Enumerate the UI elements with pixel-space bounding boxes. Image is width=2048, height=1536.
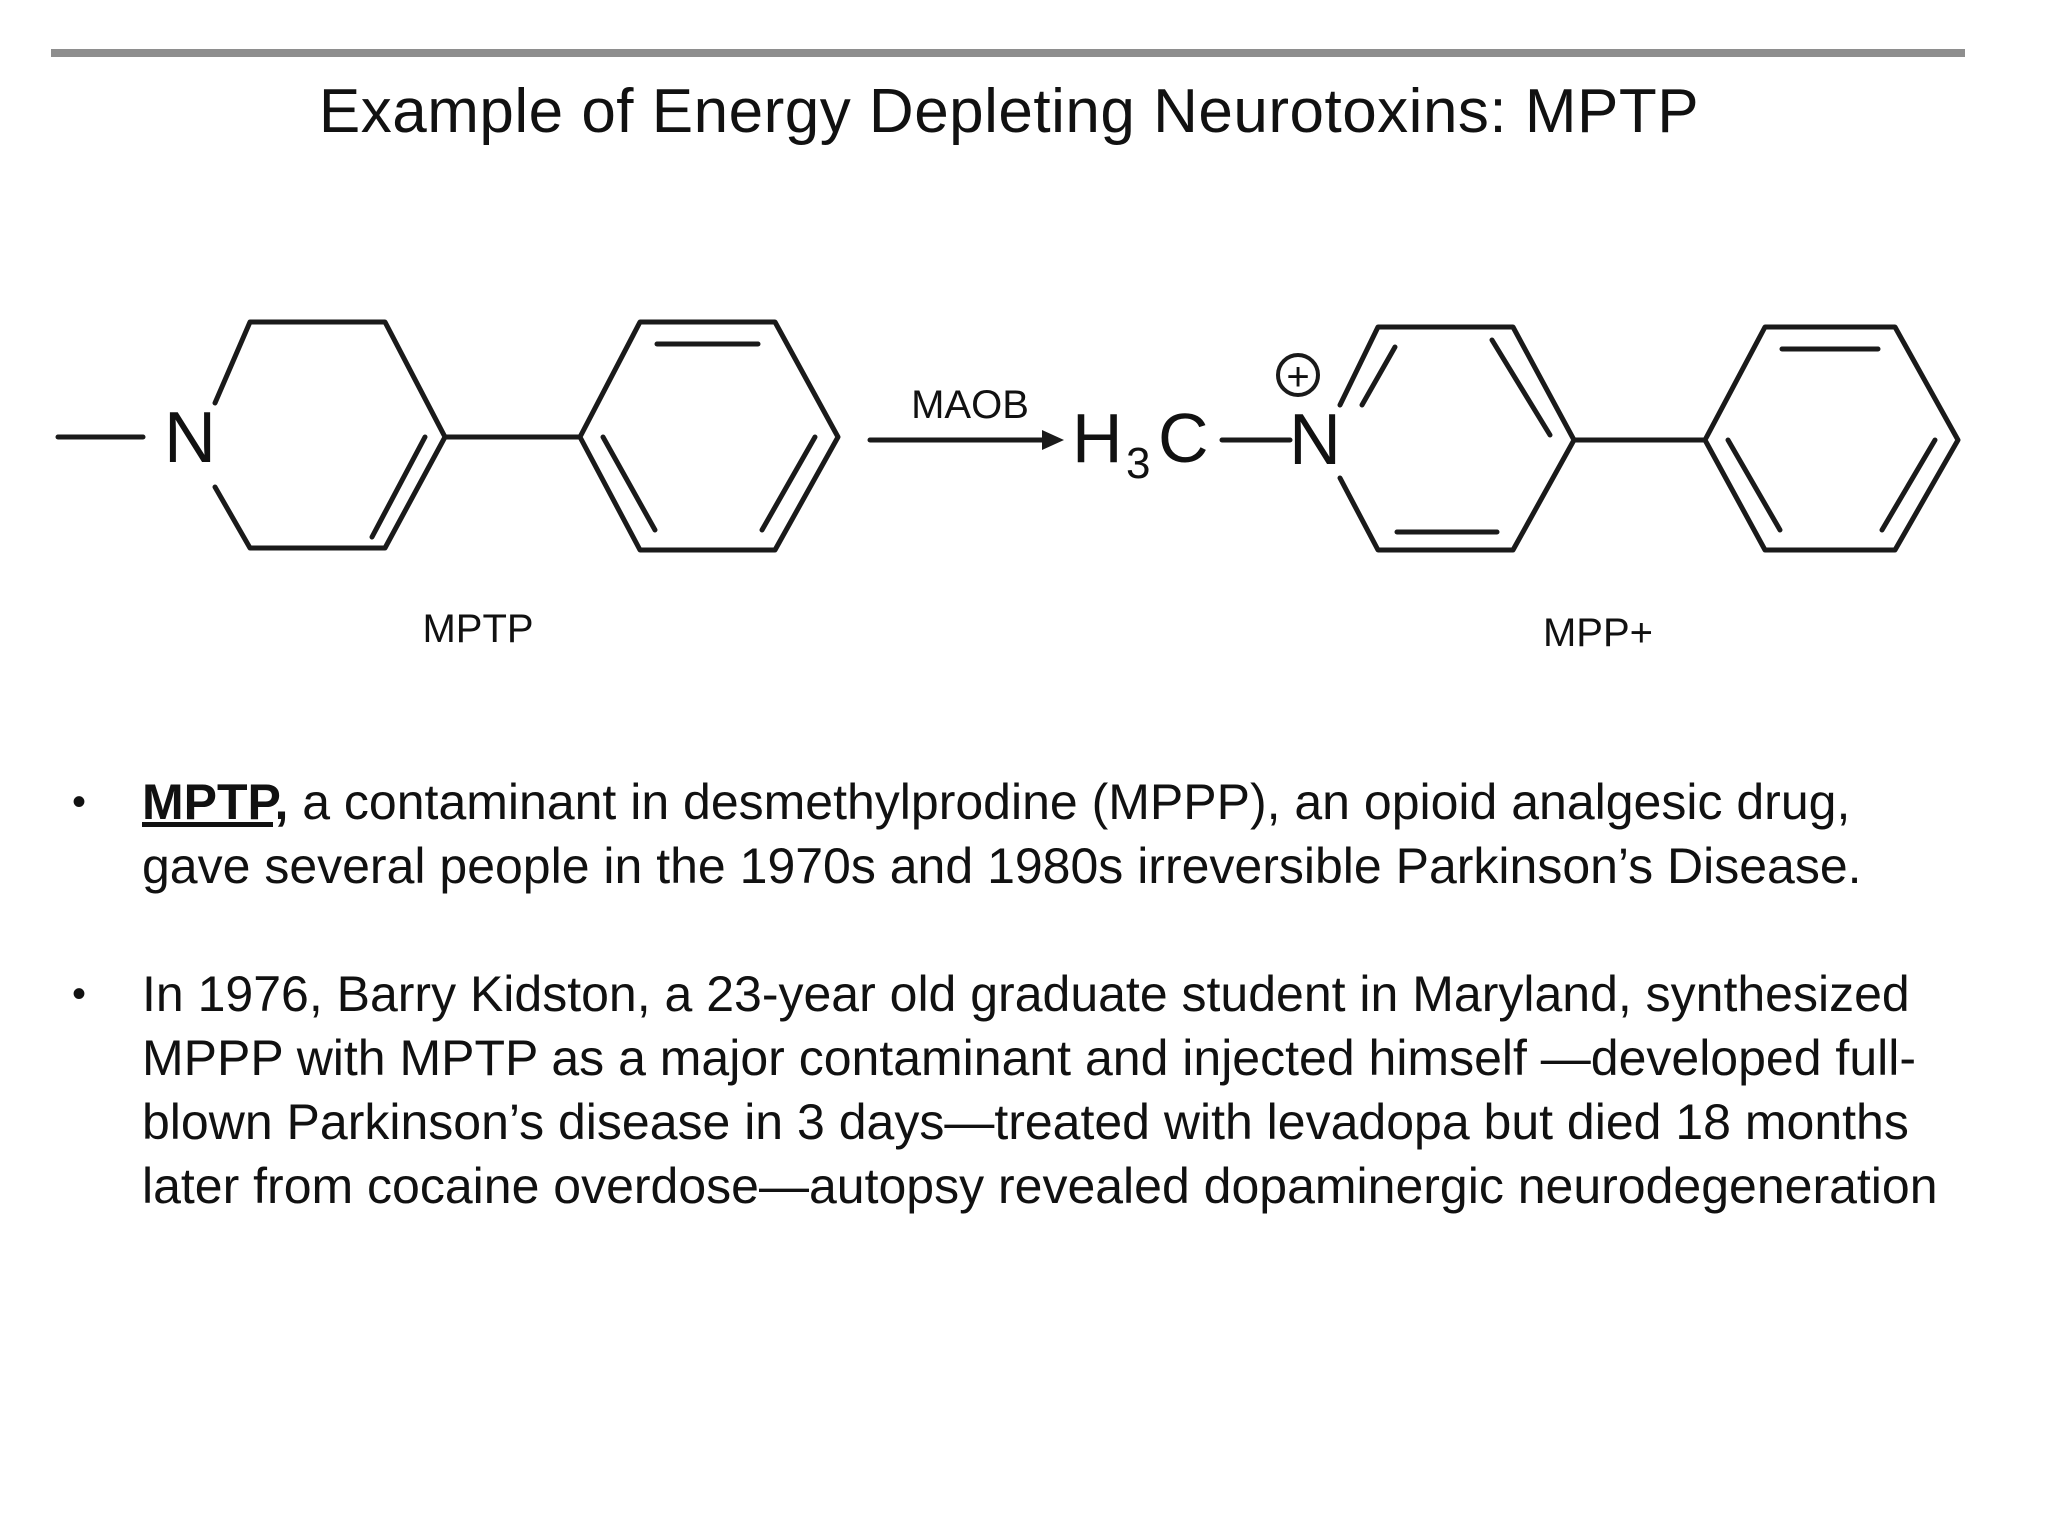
reaction-label: MAOB <box>911 383 1029 427</box>
mptp-compound-label: MPTP <box>422 607 534 651</box>
methyl-carbon: C <box>1158 399 1209 477</box>
mptp-phenyl-double-bond-3 <box>603 437 655 530</box>
mpp-nitrogen-atom: N <box>1289 400 1341 480</box>
mpp-phenyl-double-bond-3 <box>1728 440 1780 530</box>
bullet-dot: • <box>72 780 87 824</box>
bullet-text <box>142 962 1962 1218</box>
reaction-arrowhead <box>1042 430 1064 450</box>
mpp-phenyl-ring <box>1705 327 1958 550</box>
mpp-ring-double-bond-1 <box>1362 347 1395 405</box>
mptp-nitrogen-atom: N <box>164 398 216 478</box>
bullet-body: In 1976, Barry Kidston, a 23-year old graduate student in Maryland, synthesized MPPP with MPTP as a major contaminant and injected himself —developed full-blown Parkinson’s disease in 3 days—treated with levadopa but died 18 months later from cocaine overdose—autopsy revealed dopaminergic neurodegeneration <box>142 966 1938 1214</box>
mptp-phenyl-ring <box>580 322 838 550</box>
bullet-item <box>62 770 1962 898</box>
mptp-phenyl-double-bond-2 <box>762 437 815 530</box>
mpp-ring-double-bond-2 <box>1492 340 1550 435</box>
methyl-hydrogen: H <box>1072 399 1123 477</box>
mpp-compound-label: MPP+ <box>1542 611 1654 655</box>
methyl-subscript: 3 <box>1126 439 1151 488</box>
mptp-tetrahydropyridine-ring <box>215 322 445 548</box>
mpp-phenyl-double-bond-2 <box>1882 440 1935 530</box>
bullet-list <box>62 770 1962 1282</box>
top-rule <box>51 49 1965 57</box>
positive-charge-sign: + <box>1286 355 1310 399</box>
bullet-dot: • <box>72 972 87 1016</box>
reaction-svg <box>0 260 2048 680</box>
bullet-text <box>142 770 1962 898</box>
mpp-pyridinium-ring <box>1340 327 1574 550</box>
bullet-item <box>62 962 1962 1218</box>
bullet-lead-term: MPTP, <box>142 774 289 830</box>
bullet-body: a contaminant in desmethylprodine (MPPP), an opioid analgesic drug, gave several people in the 1970s and 1980s irreversible Parkinson’s Disease. <box>142 774 1862 894</box>
reaction-diagram <box>0 260 2048 680</box>
slide-title: Example of Energy Depleting Neurotoxins: MPTP <box>318 77 1700 146</box>
